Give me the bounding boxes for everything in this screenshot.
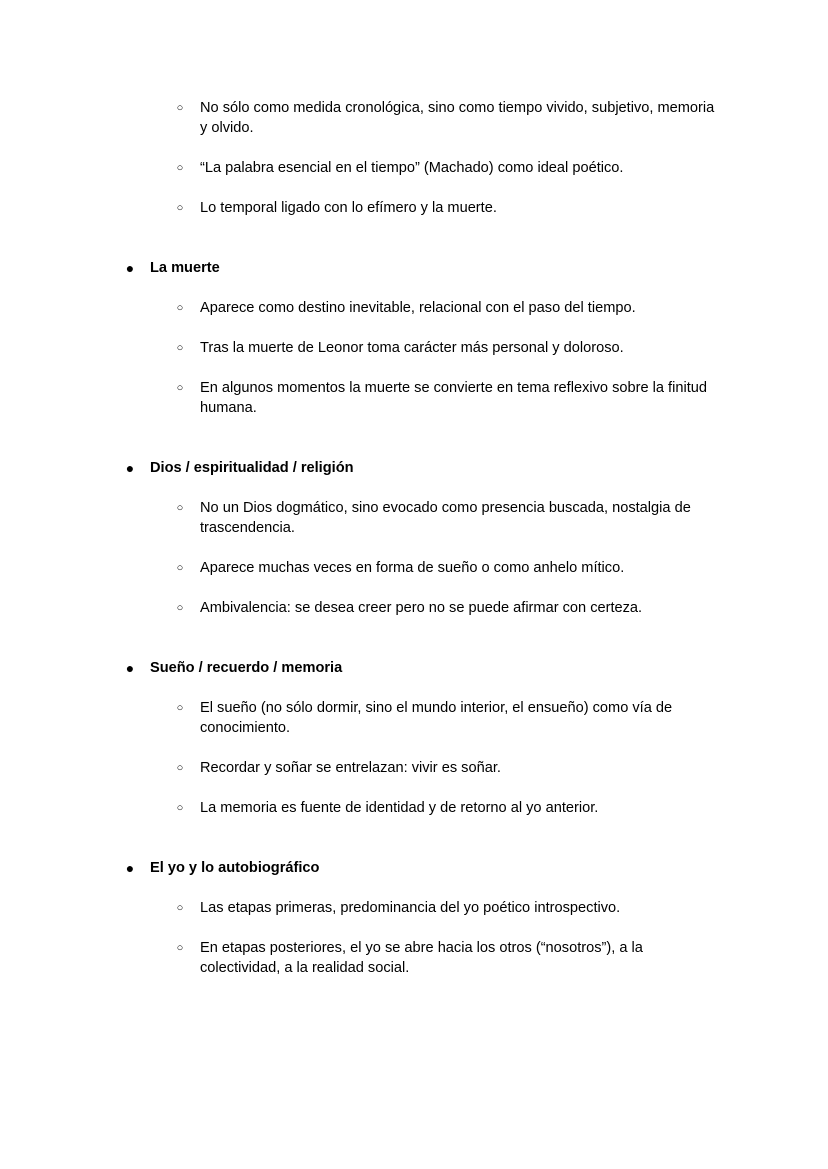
list-item-text: Tras la muerte de Leonor toma carácter más personal y doloroso.	[200, 340, 624, 356]
filled-bullet-icon: ●	[125, 860, 135, 876]
themes-list	[0, 98, 828, 978]
hollow-bullet-icon: ○	[176, 902, 184, 914]
section-el-yo	[0, 858, 828, 978]
section-title: La muerte	[150, 260, 220, 276]
section-la-muerte	[0, 258, 828, 418]
sub-list	[0, 498, 828, 618]
list-item	[0, 938, 720, 978]
list-item-text: El sueño (no sólo dormir, sino el mundo interior, el ensueño) como vía de conocimiento.	[200, 700, 673, 736]
filled-bullet-icon: ●	[125, 660, 135, 676]
hollow-bullet-icon: ○	[176, 162, 184, 174]
section-title: Dios / espiritualidad / religión	[150, 460, 354, 476]
list-item	[0, 198, 720, 218]
sub-list	[0, 98, 828, 218]
hollow-bullet-icon: ○	[176, 562, 184, 574]
list-item-text: No un Dios dogmático, sino evocado como presencia buscada, nostalgia de trascendencia.	[200, 500, 691, 536]
hollow-bullet-icon: ○	[176, 762, 184, 774]
hollow-bullet-icon: ○	[176, 382, 184, 394]
section-heading	[0, 258, 828, 278]
list-item	[0, 378, 720, 418]
section-heading	[0, 858, 828, 878]
section-heading	[0, 458, 828, 478]
list-item	[0, 758, 720, 778]
sub-list	[0, 898, 828, 978]
hollow-bullet-icon: ○	[176, 342, 184, 354]
hollow-bullet-icon: ○	[176, 502, 184, 514]
list-item-text: En algunos momentos la muerte se convierte en tema reflexivo sobre la finitud humana.	[200, 380, 707, 416]
list-item	[0, 158, 720, 178]
list-item	[0, 338, 720, 358]
hollow-bullet-icon: ○	[176, 102, 184, 114]
list-item	[0, 558, 720, 578]
list-item	[0, 898, 720, 918]
list-item-text: “La palabra esencial en el tiempo” (Machado) como ideal poético.	[200, 160, 624, 176]
list-item-text: Aparece muchas veces en forma de sueño o como anhelo mítico.	[200, 560, 625, 576]
hollow-bullet-icon: ○	[176, 802, 184, 814]
list-item-text: Lo temporal ligado con lo efímero y la muerte.	[200, 200, 497, 216]
list-item	[0, 598, 720, 618]
hollow-bullet-icon: ○	[176, 702, 184, 714]
section-tiempo-continuation	[0, 98, 828, 218]
filled-bullet-icon: ●	[125, 260, 135, 276]
list-item	[0, 298, 720, 318]
hollow-bullet-icon: ○	[176, 942, 184, 954]
list-item-text: Ambivalencia: se desea creer pero no se puede afirmar con certeza.	[200, 600, 643, 616]
list-item-text: No sólo como medida cronológica, sino como tiempo vivido, subjetivo, memoria y olvido.	[200, 100, 715, 136]
list-item	[0, 498, 720, 538]
list-item-text: En etapas posteriores, el yo se abre hacia los otros (“nosotros”), a la colectividad, a la realidad social.	[200, 940, 643, 976]
list-item	[0, 98, 720, 138]
section-title: El yo y lo autobiográfico	[150, 860, 320, 876]
section-sueno	[0, 658, 828, 818]
section-dios	[0, 458, 828, 618]
hollow-bullet-icon: ○	[176, 602, 184, 614]
list-item-text: Aparece como destino inevitable, relacional con el paso del tiempo.	[200, 300, 636, 316]
sub-list	[0, 298, 828, 418]
list-item	[0, 698, 720, 738]
section-heading	[0, 658, 828, 678]
list-item-text: Las etapas primeras, predominancia del yo poético introspectivo.	[200, 900, 621, 916]
list-item-text: La memoria es fuente de identidad y de retorno al yo anterior.	[200, 800, 599, 816]
list-item	[0, 798, 720, 818]
filled-bullet-icon: ●	[125, 460, 135, 476]
hollow-bullet-icon: ○	[176, 302, 184, 314]
list-item-text: Recordar y soñar se entrelazan: vivir es soñar.	[200, 760, 501, 776]
section-title: Sueño / recuerdo / memoria	[150, 660, 343, 676]
hollow-bullet-icon: ○	[176, 202, 184, 214]
sub-list	[0, 698, 828, 818]
